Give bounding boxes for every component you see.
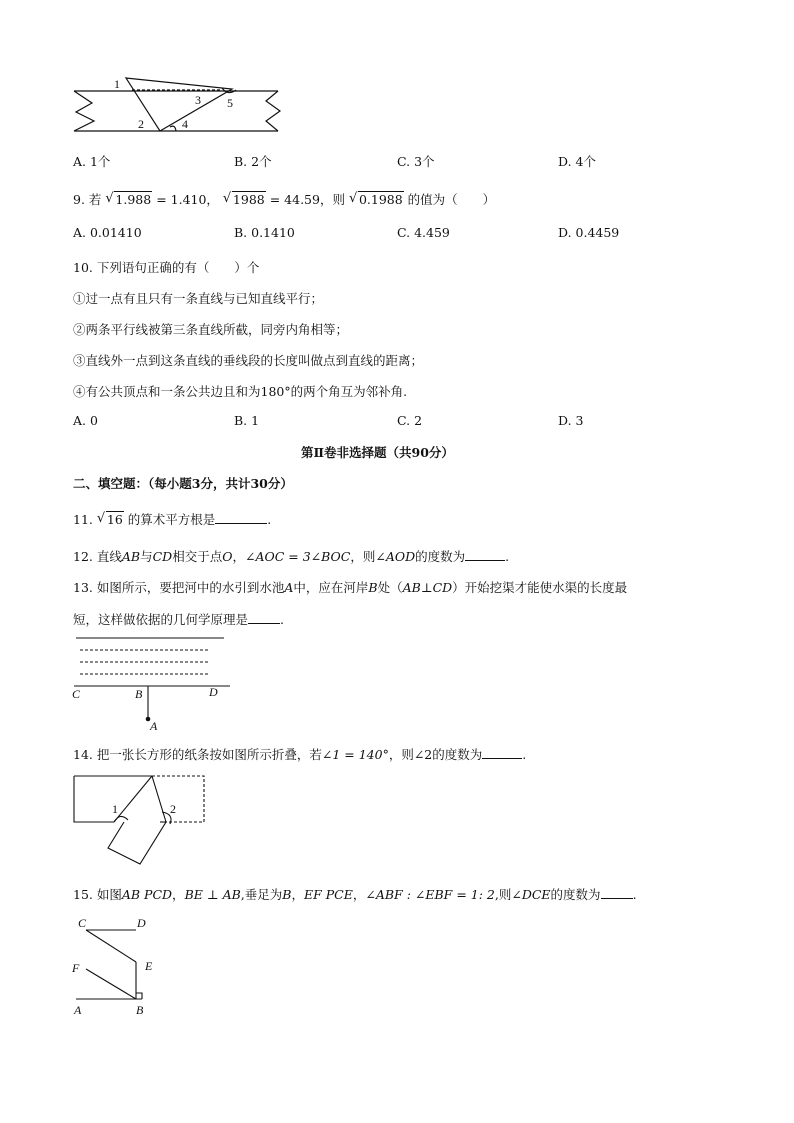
q13-figure [70,632,240,734]
q10-option-a[interactable]: A. 0 [73,413,98,428]
q15-answer-blank[interactable] [601,887,633,899]
q10-item-3: ③直线外一点到这条直线的垂线段的长度叫做点到直线的距离； [73,353,424,368]
q10-option-c[interactable]: C. 2 [397,413,423,428]
part-title: 二、填空题：（每小题3分，共计30分） [73,476,293,491]
q13-label-b: B [135,687,143,701]
q10-item-2: ②两条平行线被第三条直线所截，同旁内角相等； [73,322,349,337]
q13-stem-line2: 短，这样做依据的几何学原理是 . [73,612,284,627]
q9-num: 9. [73,192,85,207]
q9-option-d[interactable]: D. 0.4459 [558,225,620,240]
q14-answer-blank[interactable] [482,747,522,759]
q9-pre: 若 [88,192,102,207]
q10-option-d[interactable]: D. 3 [558,413,584,428]
q9-eq-1: = 1.410， [156,192,219,207]
q10-item-4: ④有公共顶点和一条公共边且和为180°的两个角互为邻补角. [73,384,408,399]
q8-figure [70,70,285,135]
q8-option-d[interactable]: D. 4个 [558,154,596,169]
q15-label-e: E [145,959,153,973]
q13-answer-blank[interactable] [248,612,280,624]
q10-stem: 10. 下列语句正确的有（ ）个 [73,260,260,275]
q8-label-1: 1 [114,77,120,91]
q8-label-5: 5 [227,96,233,110]
q11-num: 11. [73,512,93,527]
q15-figure [70,912,170,1020]
q11-text: 的算术平方根是 [127,512,216,527]
q15-label-b: B [136,1003,144,1017]
q13-stem-line1: 13. 如图所示，要把河中的水引到水池A中，应在河岸B处（AB⊥CD）开始挖渠才能使水渠的长度最 [73,580,628,595]
q8-label-4: 4 [182,117,188,131]
q11-answer-blank[interactable] [215,512,267,524]
q15-label-c: C [78,916,87,930]
q9-root-2: √ 1988 [223,192,266,207]
q9-eq-2: = 44.59，则 [269,192,345,207]
q15-label-a: A [74,1003,82,1017]
q14-label-2: 2 [170,802,176,816]
q9-option-b[interactable]: B. 0.1410 [234,225,295,240]
q10-option-b[interactable]: B. 1 [234,413,260,428]
q15-stem: 15. 如图AB PCD，BE ⊥ AB,垂足为B，EF PCE，∠ABF : ∠EBF = 1: 2,则∠DCE的度数为 . [73,887,637,902]
q13-label-a: A [150,719,158,733]
q9-root-3: √ 0.1988 [349,192,404,207]
q8-option-a[interactable]: A. 1个 [73,154,111,169]
q9-stem [73,190,495,208]
q13-label-d: D [209,685,218,699]
q8-label-3: 3 [195,93,201,107]
q9-option-c[interactable]: C. 4.459 [397,225,450,240]
q9-root-1: √ 1.988 [105,192,152,207]
q9-option-a[interactable]: A. 0.01410 [73,225,142,240]
q12-stem: 12. 直线AB与CD相交于点O，∠AOC = 3∠BOC，则∠AOD的度数为 . [73,549,510,564]
q11-root: √ 16 [97,512,124,527]
q9-post: 的值为（ ） [407,192,496,207]
q12-answer-blank[interactable] [465,549,505,561]
q8-label-2: 2 [138,117,144,131]
q8-option-c[interactable]: C. 3个 [397,154,435,169]
section-title: 第Ⅱ卷非选择题（共90分） [301,445,454,460]
q15-label-f: F [72,961,80,975]
q14-figure [70,768,210,870]
q14-stem: 14. 把一张长方形的纸条按如图所示折叠，若∠1 = 140°，则∠2的度数为 . [73,747,527,762]
q10-item-1: ①过一点有且只有一条直线与已知直线平行； [73,291,324,306]
q11-stem: 11. √ 16 的算术平方根是 . [73,510,271,528]
q13-label-c: C [72,687,81,701]
q8-option-b[interactable]: B. 2个 [234,154,272,169]
q14-label-1: 1 [112,802,118,816]
q15-label-d: D [137,916,146,930]
